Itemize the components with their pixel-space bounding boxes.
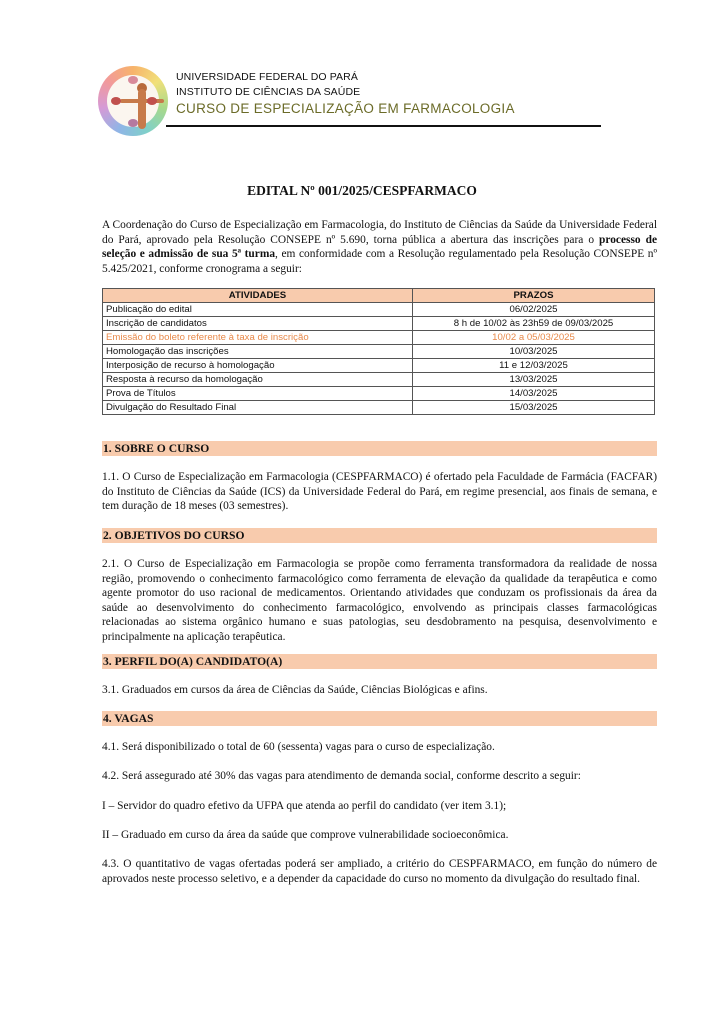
section-heading-sobre: 1. SOBRE O CURSO <box>102 441 657 456</box>
schedule-table <box>102 288 655 415</box>
table-row: Interposição de recurso à homologação 11 e 12/03/2025 <box>103 359 655 373</box>
table-row: Publicação do edital 06/02/2025 <box>103 303 655 317</box>
column-header-deadlines: PRAZOS <box>413 289 655 303</box>
list-item: I – Servidor do quadro efetivo da UFPA que atenda ao perfil do candidato (ver item 3.1); <box>102 800 507 812</box>
university-name: UNIVERSIDADE FEDERAL DO PARÁ <box>176 71 358 83</box>
section-heading-perfil: 3. PERFIL DO(A) CANDIDATO(A) <box>102 654 657 669</box>
table-row: Inscrição de candidatos 8 h de 10/02 às 23h59 de 09/03/2025 <box>103 317 655 331</box>
table-row: Divulgação do Resultado Final 15/03/2025 <box>103 401 655 415</box>
section-paragraph: 4.1. Será disponibilizado o total de 60 (sessenta) vagas para o curso de especialização. <box>102 741 495 753</box>
section-paragraph: 4.2. Será assegurado até 30% das vagas para atendimento de demanda social, conforme descrito a seguir: <box>102 770 581 782</box>
table-header-row <box>103 289 655 303</box>
section-paragraph: 3.1. Graduados em cursos da área de Ciências da Saúde, Ciências Biológicas e afins. <box>102 684 488 696</box>
document-title: EDITAL Nº 001/2025/CESPFARMACO <box>247 183 477 198</box>
section-paragraph: 1.1. O Curso de Especialização em Farmacologia (CESPFARMACO) é ofertado pela Faculdade de Farmácia (FACFAR) do Instituto de Ciências da Saúde (ICS) da Universidade Federal do Pará, em regime presencial, aos finais de semana, e tem duração de 18 meses (03 semestres). <box>102 471 657 513</box>
section-paragraph: 4.3. O quantitativo de vagas ofertadas poderá ser ampliado, a critério do CESPFARMACO, em função do número de aprovados neste processo seletivo, e a depender da capacidade do curso no momento da divulgação do resultado final. <box>102 858 657 885</box>
section-paragraph: 2.1. O Curso de Especialização em Farmacologia se propõe como ferramenta transformadora da realidade de nossa região, promovendo o conhecimento farmacológico como ferramenta de elevação da qualidade da terapêutica e como agente promotor do uso racional de medicamentos. Orientando atividades que conduzam os profissionais da área da saúde ao desenvolvimento do conhecimento farmacológico, envolvendo as principais classes farmacológicas relacionadas ao sistema orgânico humano e suas patologias, seu desdobramento na pesquisa, desenvolvimento e principalmente na aplicação terapêutica. <box>102 558 657 643</box>
table-row-highlighted: Emissão do boleto referente à taxa de inscrição 10/02 a 05/03/2025 <box>103 331 655 345</box>
table-row: Homologação das inscrições 10/03/2025 <box>103 345 655 359</box>
section-heading-objetivos: 2. OBJETIVOS DO CURSO <box>102 528 657 543</box>
institute-name: INSTITUTO DE CIÊNCIAS DA SAÚDE <box>176 86 361 98</box>
section-heading-vagas: 4. VAGAS <box>102 711 657 726</box>
intro-emphasis: processo de seleção e admissão de sua 5ª turma <box>102 233 657 261</box>
course-name: CURSO DE ESPECIALIZAÇÃO EM FARMACOLOGIA <box>176 101 515 116</box>
intro-paragraph: A Coordenação do Curso de Especialização em Farmacologia, do Instituto de Ciências da Saúde da Universidade Federal do Pará, aprovado pela Resolução CONSEPE nº 5.690, torna pública a abertura das inscrições para o processo de seleção e admissão de sua 5ª turma, em conformidade com a Resolução regulamentado pela Resolução CONSEPE nº 5.425/2021, conforme cronograma a seguir: <box>102 219 657 275</box>
header-divider <box>166 125 601 127</box>
table-row: Prova de Títulos 14/03/2025 <box>103 387 655 401</box>
course-logo-icon <box>98 66 168 136</box>
column-header-activities: ATIVIDADES <box>103 289 413 303</box>
list-item: II – Graduado em curso da área da saúde que comprove vulnerabilidade socioeconômica. <box>102 829 509 841</box>
table-row: Resposta à recurso da homologação 13/03/2025 <box>103 373 655 387</box>
